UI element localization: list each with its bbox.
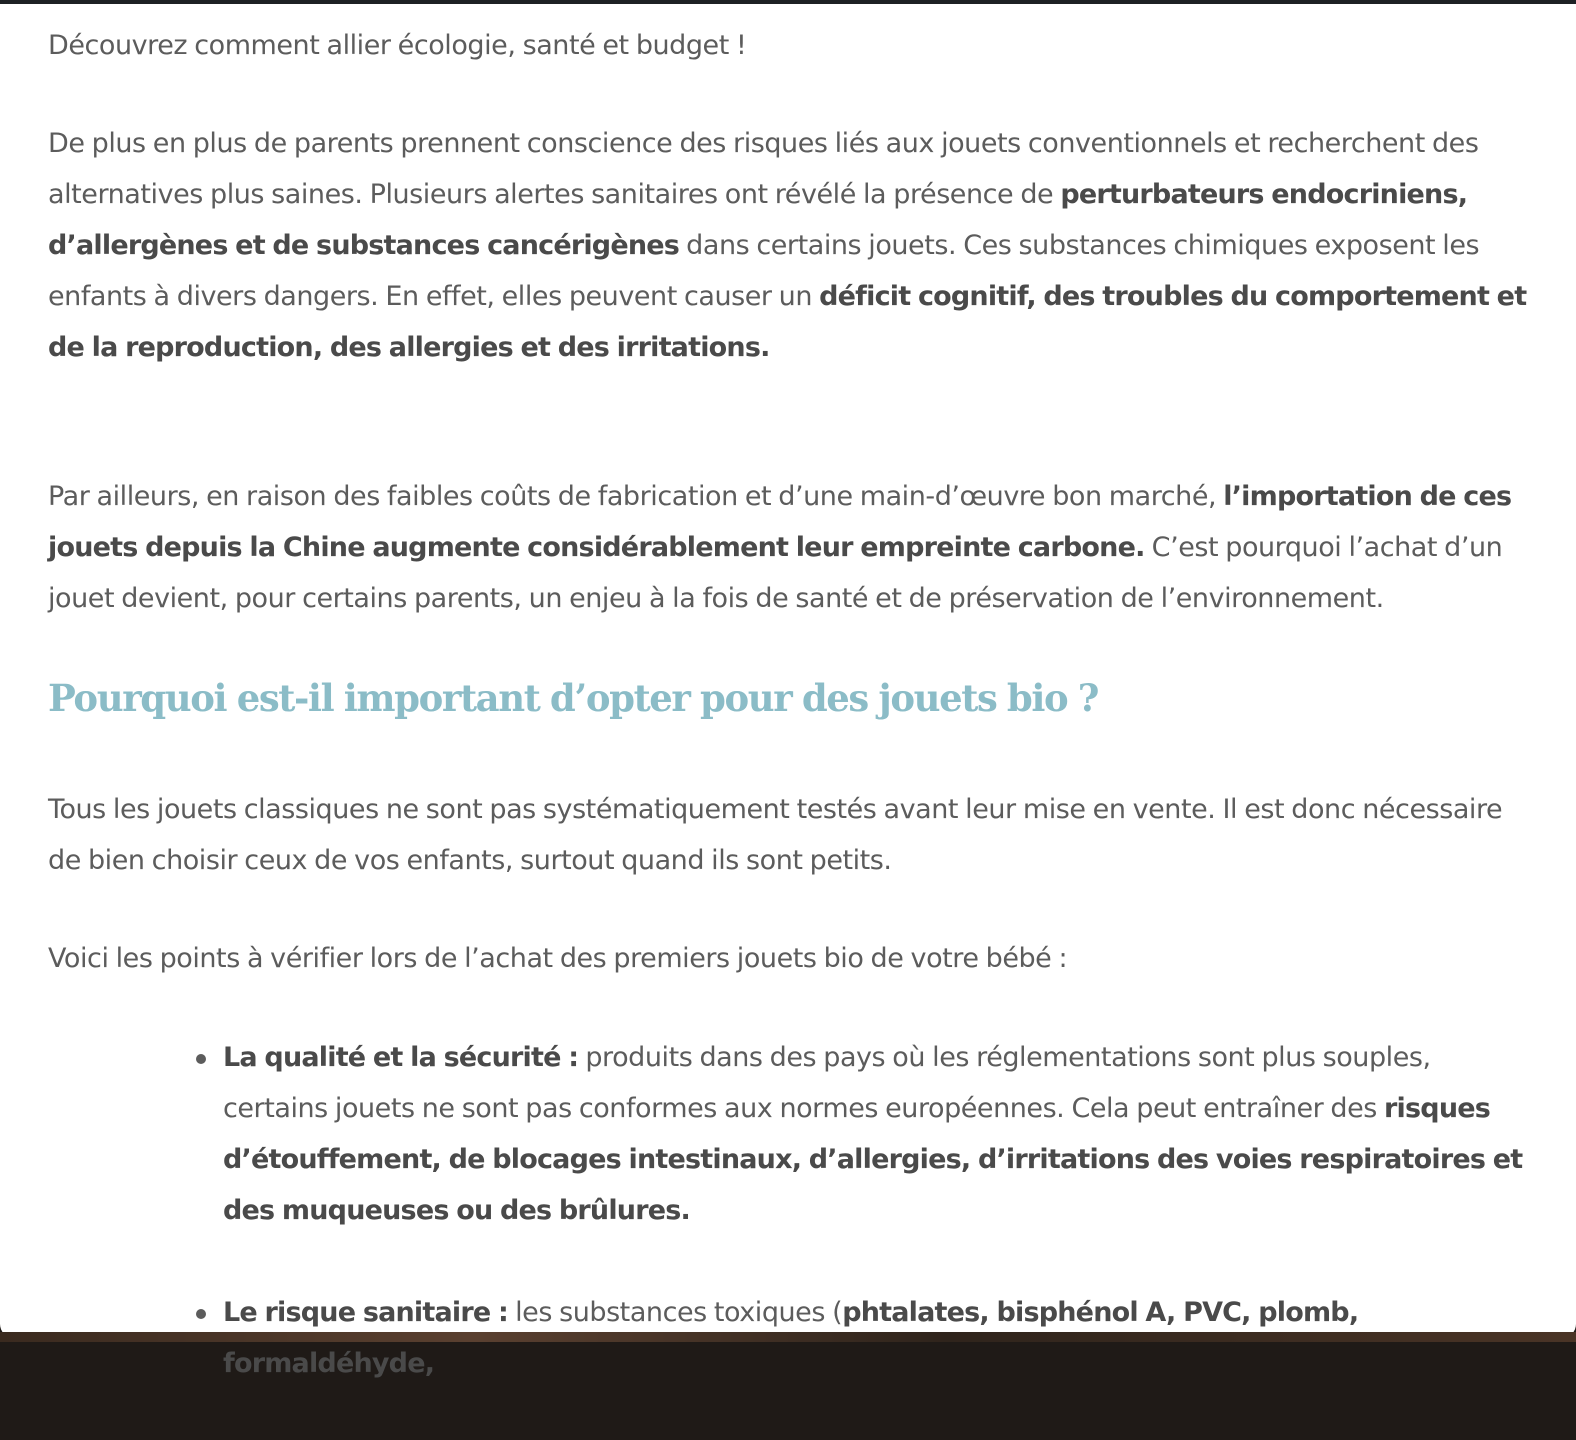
bold-span: perturbateurs endocriniens, d’allergènes et de substances cancérigènes <box>48 179 1468 261</box>
paragraph-checklist-intro: Voici les points à vérifier lors de l’achat des premiers jouets bio de votre bébé : <box>48 943 1068 974</box>
bold-span: déficit cognitif, des troubles du comportement et de la reproduction, des allergies et des irritations. <box>48 281 1527 363</box>
paragraph-testing: Tous les jouets classiques ne sont pas systématiquement testés avant leur mise en vente. Il est donc nécessaire de bien choisir ceux de vos enfants, surtout quand ils sont petits. <box>48 794 1503 876</box>
section-heading: Pourquoi est-il important d’opter pour des jouets bio ? <box>48 676 1099 720</box>
bold-span: phtalates, bisphénol A, PVC, plomb, formaldéhyde, <box>223 1297 1359 1379</box>
bullet-icon <box>196 1309 206 1319</box>
text-span: produits dans des pays où les réglementations sont plus souples, certains jouets ne sont pas conformes aux normes européennes. Cela peut entraîner des <box>223 1042 1431 1124</box>
list-item-label: Le risque sanitaire : <box>223 1297 508 1328</box>
checklist <box>223 1032 1523 1440</box>
paragraph-carbon-footprint <box>48 471 1538 624</box>
list-item <box>223 1032 1523 1236</box>
bullet-icon <box>196 1054 206 1064</box>
paragraph-health-risks <box>48 118 1538 373</box>
text-span: De plus en plus de parents prennent conscience des risques liés aux jouets conventionnels et recherchent des alternatives plus saines. Plusieurs alertes sanitaires ont révélé la présence de <box>48 128 1479 210</box>
list-item-label: La qualité et la sécurité : <box>223 1042 579 1073</box>
intro-paragraph: Découvrez comment allier écologie, santé et budget ! <box>48 30 747 61</box>
text-span: C’est pourquoi l’achat d’un jouet devient, pour certains parents, un enjeu à la fois de santé et de préservation de l’environnement. <box>48 532 1503 614</box>
browser-viewport <box>0 4 1576 1379</box>
bold-span: risques d’étouffement, de blocages intestinaux, d’allergies, d’irritations des voies respiratoires et des muqueuses ou des brûlures. <box>223 1093 1523 1226</box>
text-span: les substances toxiques ( <box>508 1297 843 1328</box>
text-span: Par ailleurs, en raison des faibles coûts de fabrication et d’une main-d’œuvre bon marché, <box>48 481 1224 512</box>
desktop-background-strip <box>0 1332 1576 1342</box>
bold-span: l’importation de ces jouets depuis la Chine augmente considérablement leur empreinte carbone. <box>48 481 1512 563</box>
text-span: dans certains jouets. Ces substances chimiques exposent les enfants à divers dangers. En effet, elles peuvent causer un <box>48 230 1480 312</box>
